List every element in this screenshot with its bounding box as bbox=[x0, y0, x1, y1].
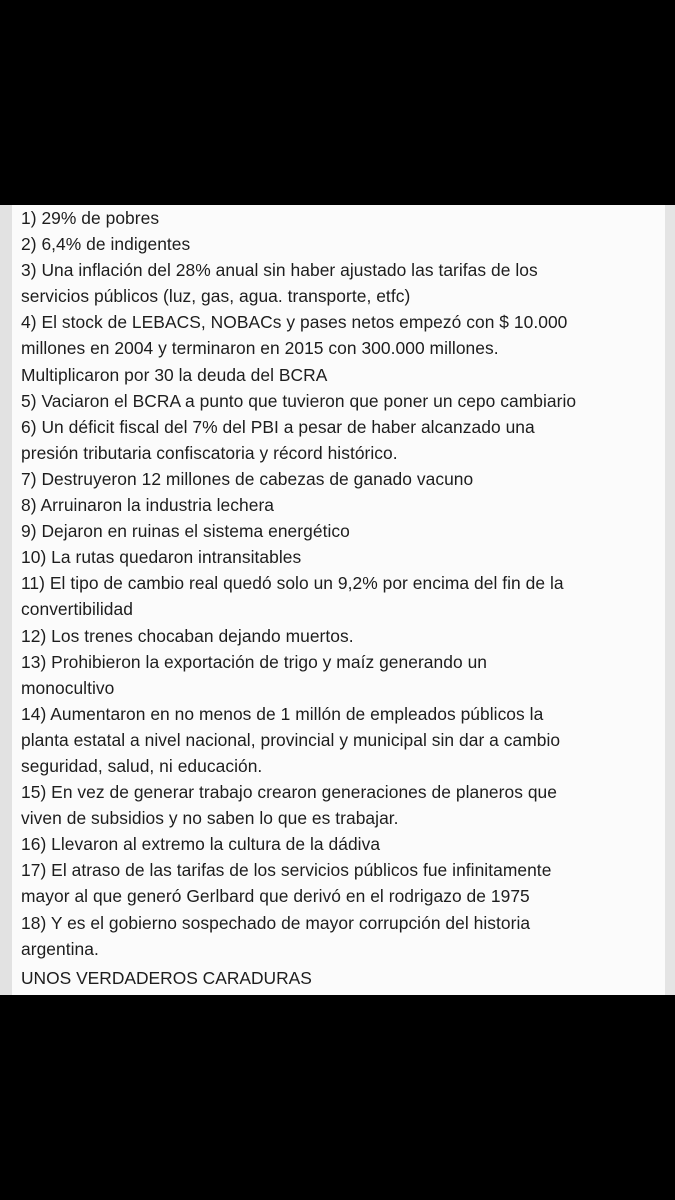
list-item: 12) Los trenes chocaban dejando muertos. bbox=[21, 625, 354, 646]
list-item: 13) Prohibieron la exportación de trigo y maíz generando un bbox=[21, 651, 488, 672]
post-screenshot bbox=[0, 205, 675, 995]
list-item: convertibilidad bbox=[21, 599, 133, 620]
closing-statement: UNOS VERDADEROS CARADURAS bbox=[21, 968, 312, 988]
post-text bbox=[21, 205, 661, 962]
list-item: argentina. bbox=[21, 938, 99, 959]
list-item: millones en 2004 y terminaron en 2015 con 300.000 millones. bbox=[21, 338, 499, 359]
list-item: 6) Un déficit fiscal del 7% del PBI a pesar de haber alcanzado una bbox=[21, 416, 535, 437]
list-item: monocultivo bbox=[21, 677, 115, 698]
list-item: planta estatal a nivel nacional, provincial y municipal sin dar a cambio bbox=[21, 729, 561, 750]
list-item: presión tributaria confiscatoria y récord histórico. bbox=[21, 442, 398, 463]
list-item: viven de subsidios y no saben lo que es trabajar. bbox=[21, 808, 399, 829]
list-item: 16) Llevaron al extremo la cultura de la dádiva bbox=[21, 834, 381, 855]
list-item: 3) Una inflación del 28% anual sin haber ajustado las tarifas de los bbox=[21, 260, 538, 281]
list-item: seguridad, salud, ni educación. bbox=[21, 755, 263, 776]
list-item: 8) Arruinaron la industria lechera bbox=[21, 495, 275, 516]
list-item: mayor al que generó Gerlbard que derivó en el rodrigazo de 1975 bbox=[21, 886, 530, 907]
list-item: Multiplicaron por 30 la deuda del BCRA bbox=[21, 364, 328, 385]
list-item: 17) El atraso de las tarifas de los servicios públicos fue infinitamente bbox=[21, 860, 552, 881]
list-item: 10) La rutas quedaron intransitables bbox=[21, 547, 302, 568]
list-item: servicios públicos (luz, gas, agua. transporte, etfc) bbox=[21, 286, 411, 307]
list-item: 14) Aumentaron en no menos de 1 millón de empleados públicos la bbox=[21, 703, 544, 724]
list-item: 11) El tipo de cambio real quedó solo un 9,2% por encima del fin de la bbox=[21, 573, 564, 594]
list-item: 4) El stock de LEBACS, NOBACs y pases netos empezó con $ 10.000 bbox=[21, 312, 568, 333]
list-item: 5) Vaciaron el BCRA a punto que tuvieron que poner un cepo cambiario bbox=[21, 390, 577, 411]
list-item: 1) 29% de pobres bbox=[21, 208, 160, 228]
list-item: 18) Y es el gobierno sospechado de mayor corrupción del historia bbox=[21, 912, 531, 933]
list-item: 15) En vez de generar trabajo crearon generaciones de planeros que bbox=[21, 782, 557, 803]
list-item: 7) Destruyeron 12 millones de cabezas de ganado vacuno bbox=[21, 468, 474, 489]
list-item: 9) Dejaron en ruinas el sistema energético bbox=[21, 521, 350, 542]
list-item: 2) 6,4% de indigentes bbox=[21, 234, 191, 255]
